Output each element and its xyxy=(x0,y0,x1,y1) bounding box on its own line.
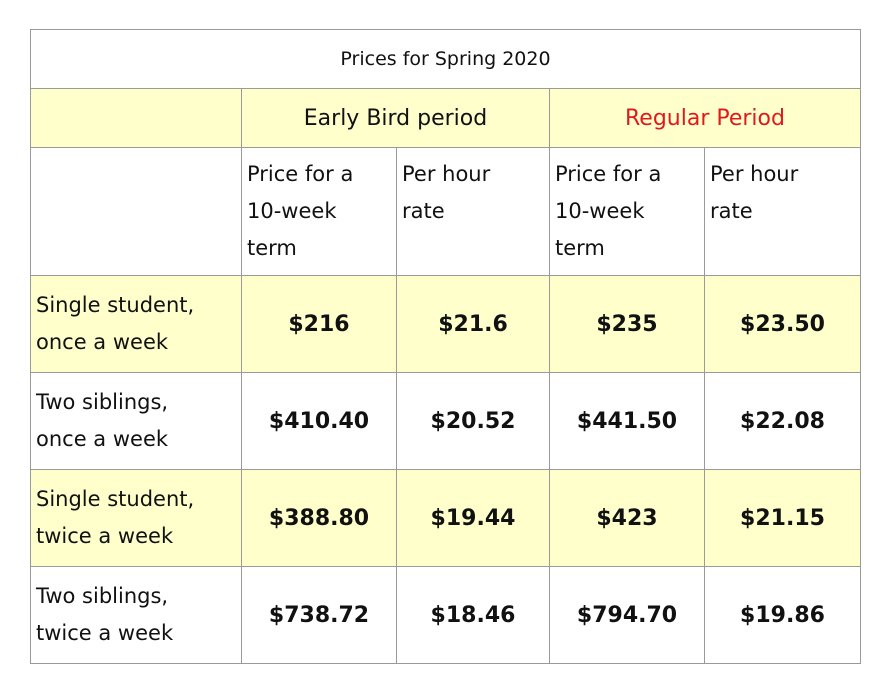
early-hourly-rate: $19.44 xyxy=(397,470,550,567)
empty-subheader-cell xyxy=(31,148,242,276)
regular-term-price: $235 xyxy=(550,276,705,373)
regular-hourly-rate: $19.86 xyxy=(705,567,861,664)
regular-hourly-rate: $21.15 xyxy=(705,470,861,567)
early-hourly-rate: $20.52 xyxy=(397,373,550,470)
regular-hourly-rate-header: Per hour rate xyxy=(705,148,861,276)
row-label: Two siblings, twice a week xyxy=(31,567,242,664)
table-row xyxy=(31,567,861,664)
row-label: Single student, twice a week xyxy=(31,470,242,567)
table-row xyxy=(31,470,861,567)
regular-term-price: $441.50 xyxy=(550,373,705,470)
early-hourly-rate: $18.46 xyxy=(397,567,550,664)
regular-hourly-rate: $23.50 xyxy=(705,276,861,373)
subheader-row xyxy=(31,148,861,276)
row-label: Two siblings, once a week xyxy=(31,373,242,470)
regular-period-header: Regular Period xyxy=(550,89,861,148)
title-row xyxy=(31,30,861,89)
table-title: Prices for Spring 2020 xyxy=(31,30,861,89)
regular-term-price-header: Price for a 10-week term xyxy=(550,148,705,276)
early-term-price: $738.72 xyxy=(242,567,397,664)
regular-hourly-rate: $22.08 xyxy=(705,373,861,470)
period-header-row xyxy=(31,89,861,148)
early-term-price-header: Price for a 10-week term xyxy=(242,148,397,276)
price-table xyxy=(30,29,861,664)
regular-term-price: $794.70 xyxy=(550,567,705,664)
table-row xyxy=(31,373,861,470)
regular-term-price: $423 xyxy=(550,470,705,567)
early-hourly-rate: $21.6 xyxy=(397,276,550,373)
table-row xyxy=(31,276,861,373)
early-term-price: $410.40 xyxy=(242,373,397,470)
early-hourly-rate-header: Per hour rate xyxy=(397,148,550,276)
row-label: Single student, once a week xyxy=(31,276,242,373)
empty-corner-cell xyxy=(31,89,242,148)
early-term-price: $388.80 xyxy=(242,470,397,567)
early-term-price: $216 xyxy=(242,276,397,373)
early-bird-period-header: Early Bird period xyxy=(242,89,550,148)
